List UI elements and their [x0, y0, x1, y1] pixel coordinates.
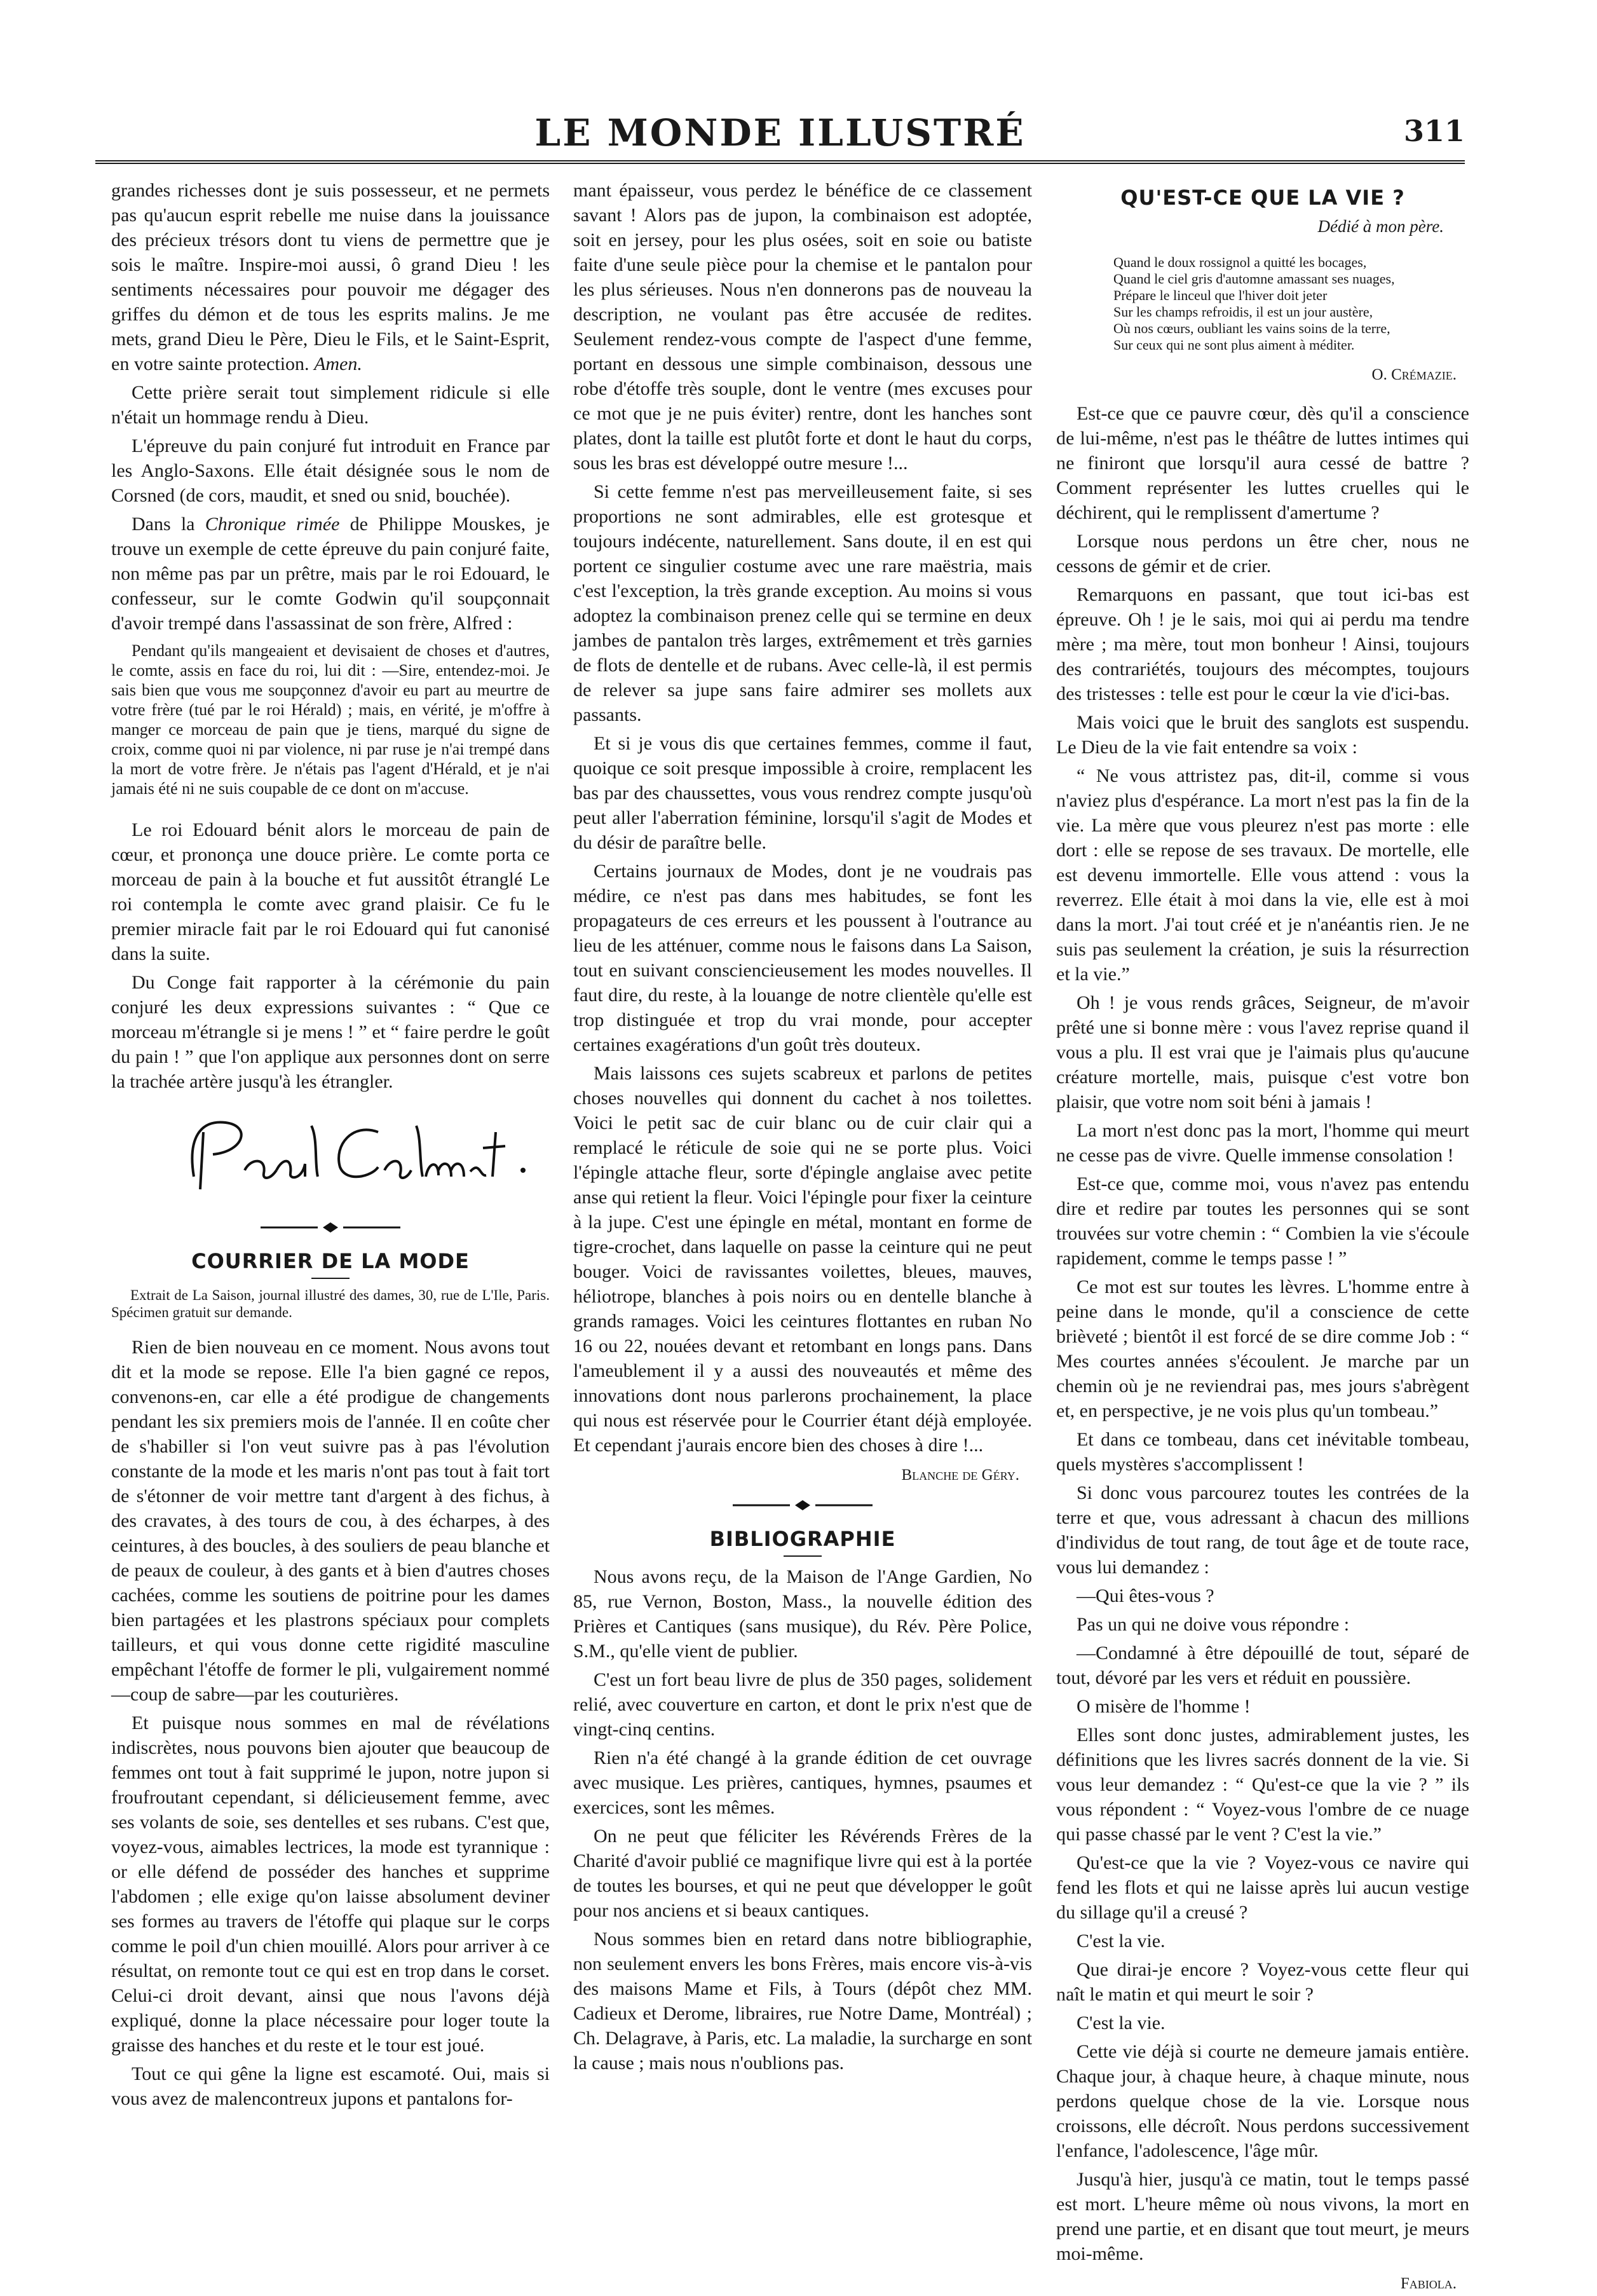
paragraph: —Condamné à être dépouillé de tout, séparé de tout, dévoré par les vers et réduit en poussière.	[1056, 1643, 1469, 1688]
paragraph: mant épaisseur, vous perdez le bénéfice de ce classement savant ! Alors pas de jupon, la combinaison est adoptée, soit en jersey, pour les plus osées, soit en soie ou batiste faite d'une seule pièce pour la chemise et le pantalon pour les plus sérieuses. Nous n'en donnerons pas de nouveau la description, ne voulant pas être accusée de redites. Seulement rendez-vous compte de l'aspect d'une femme, portant en dessous une simple combinaison, dessous une robe d'étoffe très souple, dont le ventre (mes excuses pour ce mot que je ne puis éviter) rentre, dont les hanches sont plates, dont la taille est plutôt forte et dont le haut du corps, sous les bras est développé outre mesure !...	[573, 180, 1032, 474]
paragraph: Et si je vous dis que certaines femmes, comme il faut, quoique ce soit presque impossible à croire, remplacent les bas par des chaussettes, vous vous rendrez compte jusqu'où peut aller l'aberration féminine, lorsqu'il s'agit de Modes et du désir de paraître belle.	[573, 733, 1032, 853]
masthead	[95, 111, 1465, 156]
paragraph: “ Ne vous attristez pas, dit-il, comme si vous n'aviez plus d'espérance. La mort n'est pas la fin de la vie. La mère que vous pleurez n'est pas morte : elle dort : elle se repose de ses travaux. De mortelle, elle est devenu immortelle. Elle vous attend : vous la reverrez. Elle était à moi dans la vie, elle est à moi dans la mort. J'ai tout créé et je n'anéantis rien. Je ne suis pas seulement la création, je suis la résurrection et la vie.”	[1056, 765, 1469, 985]
paragraph: Si cette femme n'est pas merveilleusement faite, si ses proportions ne sont admirables, elle est grotesque et toujours indécente, naturellement. Sans doute, il en est qui portent ce singulier costume avec une rare maëstria, mais c'est l'exception, la très grande exception. Au moins si vous adoptez la combinaison prenez celle qui se termine en deux jambes de pantalon très larges, extrêmement et très garnies de flots de dentelle et de rubans. Avec celle-là, il est permis de relever sa jupe sans faire admirer ses mollets aux passants.	[573, 481, 1032, 725]
poem-author: O. Crémazie.	[1371, 366, 1457, 383]
paragraph: Remarquons en passant, que tout ici-bas est épreuve. Oh ! je le sais, moi qui ai perdu ma tendre mère ; ma mère, tout mon bonheur ! Ainsi, toujours des contrariétés, toujours des mécomptes, toujours des tristesses : telle est pour le cœur la vie d'ici-bas.	[1056, 584, 1469, 704]
paragraph: C'est la vie.	[1077, 1930, 1165, 1951]
poem-line: Prépare le linceul que l'hiver doit jeter	[1113, 287, 1328, 303]
section-heading: BIBLIOGRAPHIE	[709, 1527, 896, 1551]
paragraph: On ne peut que féliciter les Révérends Frères de la Charité d'avoir publié ce magnifique livre qui est à la portée de toutes les bourses, et qui ne peut que développer le goût pour nos anciens et si beaux cantiques.	[573, 1826, 1032, 1921]
ornament-divider	[111, 1221, 550, 1234]
paragraph: Rien n'a été changé à la grande édition de cet ouvrage avec musique. Les prières, cantiques, hymnes, psaumes et exercices, sont les mêmes.	[573, 1747, 1032, 1818]
paragraph: Mais voici que le bruit des sanglots est suspendu. Le Dieu de la vie fait entendre sa voix :	[1056, 712, 1469, 758]
poem-line: Sur les champs refroidis, il est un jour austère,	[1113, 304, 1373, 320]
paragraph: Rien de bien nouveau en ce moment. Nous avons tout dit et la mode se repose. Elle l'a bien gagné ce repos, convenons-en, car elle a été prodigue de changements pendant les six premiers mois de l'année. Il en coûte cher de s'habiller si l'on veut suivre pas à pas l'évolution constante de la mode et les maris n'ont pas tout à fait tort de s'étonner de voir mettre tant d'argent à des fichus, à des cravates, à des tours de cou, à des écharpes, à des ceintures, à des boucles, à des souliers de peau blanche et de peaux de couleur, à des gants et à bien d'autres choses cachées, comme les soutiens de poitrine pour les dames bien partagées et les plastrons spéciaux pour complets tailleurs, et qui vous donne cette rigidité masculine empêchant l'étoffe de former le pli, vulgairement nommé—coup de sabre—par les couturières.	[111, 1337, 550, 1705]
paragraph: Jusqu'à hier, jusqu'à ce matin, tout le temps passé est mort. L'heure même où nous vivons, la mort en prend une partie, et en disant que tout meurt, je meurs moi-même.	[1056, 2169, 1469, 2264]
paragraph: Mais laissons ces sujets scabreux et parlons de petites choses nouvelles qui donnent du cachet à nos toilettes. Voici le petit sac de cuir blanc ou de cuir clair qui a remplacé le réticule de soie qui ne se porte plus. Voici l'épingle attache fleur, sorte d'épingle anglaise avec petite anse qui retient la fleur. Voici l'épingle pour fixer la ceinture à la jupe. C'est une épingle en métal, montant en forme de tigre-crochet, dans laquelle on passe la ceinture qui ne peut bouger. Voici de ravissantes voilettes, bleues, mauves, héliotrope, blanches à pois noirs ou en dentelle blanche à grands ramages. Voici les ceintures flottantes en ruban No 16 ou 22, nouées devant et retombant en longs pans. Dans l'ameublement il y a aussi des nouveautés et même des innovations dont nous parlerons prochainement, la place qui nous est réservée pour le Courrier étant déjà employée. Et cependant j'aurais encore bien des choses à dire !...	[573, 1063, 1032, 1456]
column-2	[573, 178, 1032, 2079]
author-signature: Fabiola.	[1400, 2275, 1457, 2292]
handwritten-signature	[111, 1100, 550, 1208]
dedication: Dédié à mon père.	[1317, 217, 1444, 236]
paragraph: Cette prière serait tout simplement ridicule si elle n'était un hommage rendu à Dieu.	[111, 382, 550, 428]
section-heading: COURRIER DE LA MODE	[191, 1249, 470, 1273]
paragraph: Le roi Edouard bénit alors le morceau de pain de cœur, et prononça une douce prière. Le comte porta ce morceau de pain à la bouche et fut aussitôt étranglé Le roi contempla le comte avec grand plaisir. Ce fu le premier miracle fait par le roi Edouard qui fut canonisé dans la suite.	[111, 819, 550, 964]
paragraph: Tout ce qui gêne la ligne est escamoté. Oui, mais si vous avez de malencontreux jupons et pantalons for-	[111, 2063, 550, 2109]
paragraph: Cette vie déjà si courte ne demeure jamais entière. Chaque jour, à chaque heure, à chaque minute, nous perdons quelque chose de la vie. Lorsque nous croissons, elle décroît. Nous perdons successivement l'enfance, l'adolescence, l'âge mûr.	[1056, 2041, 1469, 2161]
paragraph: C'est la vie.	[1077, 2012, 1165, 2033]
header-rule	[95, 160, 1465, 164]
heading-rule	[311, 1278, 350, 1279]
paragraph: Est-ce que ce pauvre cœur, dès qu'il a conscience de lui-même, n'est pas le théâtre de luttes intimes qui ne finiront que lorsqu'il aura cessé de battre ? Comment représenter les luttes cruelles qui le déchirent, qui le remplissent d'amertume ?	[1056, 403, 1469, 523]
paragraph: Nous avons reçu, de la Maison de l'Ange Gardien, No 85, rue Vernon, Boston, Mass., la nouvelle édition des Prières et Cantiques (sans musique), du Rév. Père Police, S.M., qu'elle vient de publier.	[573, 1566, 1032, 1662]
paragraph: L'épreuve du pain conjuré fut introduit en France par les Anglo-Saxons. Elle était désignée sous le nom de Corsned (de cors, maudit, et sned ou snid, bouchée).	[111, 435, 550, 506]
paragraph: Et dans ce tombeau, dans cet inévitable tombeau, quels mystères s'accomplissent !	[1056, 1429, 1469, 1475]
poem-line: Où nos cœurs, oubliant les vains soins de la terre,	[1113, 320, 1390, 336]
newspaper-title: LE MONDE ILLUSTRÉ	[534, 111, 1026, 154]
paragraph: Dans la Chronique rimée de Philippe Mouskes, je trouve un exemple de cette épreuve du pain conjuré faite, non même pas par un prêtre, mais par le roi Edouard, le confesseur, sur le comte Godwin qu'il soupçonnait d'avoir trempé dans l'assassinat de son frère, Alfred :	[111, 514, 550, 634]
paragraph: —Qui êtes-vous ?	[1077, 1585, 1214, 1606]
paragraph: Nous sommes bien en retard dans notre bibliographie, non seulement envers les bons Frères, mais encore vis-à-vis des maisons Mame et Fils, à Tours (dépôt chez MM. Cadieux et Derome, libraires, rue Notre Dame, Montréal) ; Ch. Delagrave, à Paris, etc. La maladie, la surcharge en sont la cause ; mais nous n'oublions pas.	[573, 1929, 1032, 2074]
quotation: Pendant qu'ils mangeaient et devisaient de choses et d'autres, le comte, assis en face du roi, lui dit : —Sire, entendez-moi. Je sais bien que vous me soupçonnez d'avoir eu part au meurtre de votre frère (tué par le roi Hérald) ; mais, en vérité, je m'offre à manger ce morceau de pain que je tiens, marqué du signe de croix, comme quoi ni par violence, ni par ruse je n'ai trempé dans la mort de votre frère. Je n'étais pas l'agent d'Hérald, et je n'ai jamais été ni ne suis coupable de ce dont on m'accuse.	[111, 641, 550, 798]
page-number: 311	[1403, 114, 1465, 148]
paragraph: Certains journaux de Modes, dont je ne voudrais pas médire, ce n'est pas dans mes habitudes, se font les propagateurs de ces erreurs et les poussent à l'outrance au lieu de les atténuer, comme nous le faisons dans La Saison, tout en suivant consciencieusement les modes nouvelles. Il faut dire, du reste, à la louange de notre clientèle qu'elle est trop distinguée et trop du vrai monde, pour accepter certaines exagérations d'un goût très douteux.	[573, 861, 1032, 1055]
paragraph: Du Conge fait rapporter à la cérémonie du pain conjuré les deux expressions suivantes : “ Que ce morceau m'étrangle si je mens ! ” et “ faire perdre le goût du pain ! ” que l'on applique aux personnes dont on serre la trachée artère jusqu'à les étrangler.	[111, 972, 550, 1092]
poem-line: Quand le ciel gris d'automne amassant ses nuages,	[1113, 271, 1395, 287]
paragraph: Et puisque nous sommes en mal de révélations indiscrètes, nous pouvons bien ajouter que beaucoup de femmes ont tout à fait supprimé le jupon, notre jupon si froufroutant cependant, si délicieusement femme, avec ses volants de soie, ses dentelles et ses rubans. C'est que, voyez-vous, aimables lectrices, la mode est tyrannique : or elle défend de posséder des hanches et supprime l'abdomen ; elle exige qu'on laisse absolument deviner ses formes au travers de l'étoffe qui plaque sur le corps comme le poil d'un chien mouillé. Alors pour arriver à ce résultat, on remonte tout ce qui est en trop dans le corset. Celui-ci droit devant, ainsi que nous l'avons déjà expliqué, donne la place nécessaire pour loger toute la graisse des hanches et du reste et le tour est joué.	[111, 1712, 550, 2056]
paragraph: Pas un qui ne doive vous répondre :	[1077, 1614, 1350, 1635]
signature-drawing	[175, 1100, 531, 1202]
paragraph: Elles sont donc justes, admirablement justes, les définitions que les livres sacrés donnent de la vie. Si vous leur demandez : “ Qu'est-ce que la vie ? ” ils vous répondent : “ Voyez-vous l'ombre de ce nuage qui passe chassé par le vent ? C'est la vie.”	[1056, 1725, 1469, 1845]
heading-rule	[784, 1555, 822, 1557]
epigraph-poem	[1113, 254, 1469, 353]
poem-line: Quand le doux rossignol a quitté les bocages,	[1113, 254, 1367, 270]
article-title: QU'EST-CE QUE LA VIE ?	[1120, 186, 1405, 210]
column-3	[1056, 178, 1469, 2296]
paragraph: Est-ce que, comme moi, vous n'avez pas entendu dire et redire par toutes les personnes qui se sont trouvées sur votre chemin : “ Combien la vie s'écoule rapidement, comme le temps passe ! ”	[1056, 1173, 1469, 1269]
paragraph: Lorsque nous perdons un être cher, nous ne cessons de gémir et de crier.	[1056, 531, 1469, 577]
paragraph: O misère de l'homme !	[1077, 1696, 1251, 1717]
paragraph: Oh ! je vous rends grâces, Seigneur, de m'avoir prêté une si bonne mère : vous l'avez reprise quand il vous a plu. Il est vrai que je l'aimais plus qu'aucune créature mortelle, mais, puisque c'est votre bon plaisir, que votre nom soit béni à jamais !	[1056, 992, 1469, 1112]
poem-line: Sur ceux qui ne sont plus aiment à méditer.	[1113, 337, 1355, 353]
paragraph: Qu'est-ce que la vie ? Voyez-vous ce navire qui fend les flots et qui ne laisse après lui aucun vestige du sillage qu'il a creusé ?	[1056, 1852, 1469, 1923]
paragraph: C'est un fort beau livre de plus de 350 pages, solidement relié, avec couverture en carton, et dont le prix n'est que de vingt-cinq centins.	[573, 1669, 1032, 1740]
paragraph: Ce mot est sur toutes les lèvres. L'homme entre à peine dans le monde, qu'il a conscience de cette brièveté ; bientôt il est forcé de se dire comme Job : “ Mes courtes années s'écoulent. Je marche par un chemin où je ne reviendrai pas, mes jours s'abrègent et, en perspective, je ne vois plus qu'un tombeau.”	[1056, 1276, 1469, 1421]
source-note: Extrait de La Saison, journal illustré des dames, 30, rue de L'Ile, Paris. Spécimen gratuit sur demande.	[111, 1287, 550, 1320]
paragraph: Que dirai-je encore ? Voyez-vous cette fleur qui naît le matin et qui meurt le soir ?	[1056, 1959, 1469, 2005]
ornament-divider	[573, 1499, 1032, 1512]
author-signature: Blanche de Géry.	[901, 1466, 1019, 1484]
paragraph: La mort n'est donc pas la mort, l'homme qui meurt ne cesse pas de vivre. Quelle immense consolation !	[1056, 1120, 1469, 1166]
column-1	[111, 178, 550, 2115]
paragraph: Si donc vous parcourez toutes les contrées de la terre et que, vous adressant à chacun des millions d'individus de tout rang, de tout âge et de toute race, vous lui demandez :	[1056, 1482, 1469, 1578]
paragraph: grandes richesses dont je suis possesseur, et ne permets pas qu'aucun esprit rebelle me nuise dans la jouissance des précieux trésors dont tu viens de permettre que je sois le maître. Inspire-moi aussi, ô grand Dieu ! les sentiments nécessaires pour pouvoir me dégager des griffes du démon et de tous les esprits malins. Je me mets, grand Dieu le Père, Dieu le Fils, et le Saint-Esprit, en votre sainte protection. Amen.	[111, 180, 550, 374]
